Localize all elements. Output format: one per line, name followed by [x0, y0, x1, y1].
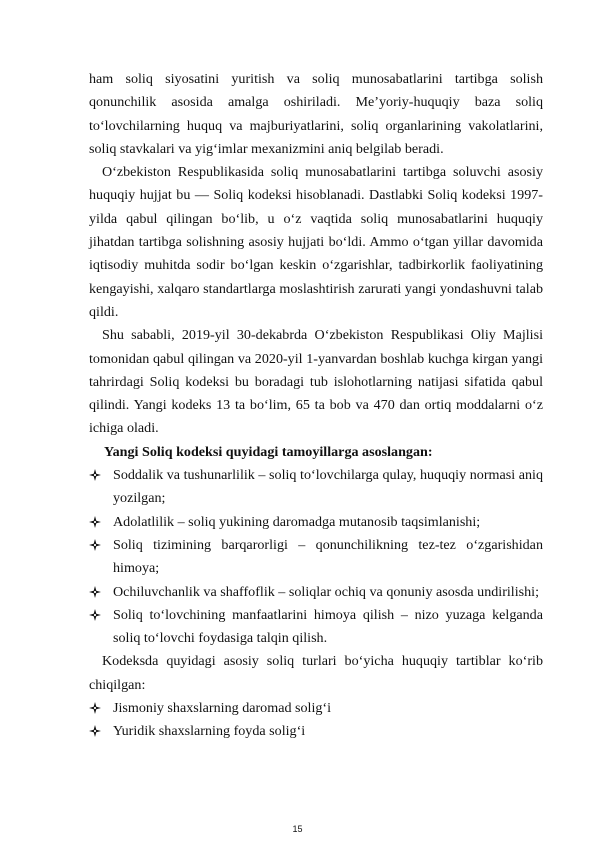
paragraph-3: Shu sababli, 2019-yil 30-dekabrda O‘zbekiston Respublikasi Oliy Majlisi tomonidan qabul qilingan va 2020-yil 1-yanvardan boshlab kuchga kirgan yangi tahrirdagi Soliq kodeksi bu boradagi tub islohotlarning natijasi sifatida qabul qilindi. Yangi kodeks 13 ta bo‘lim, 65 ta bob va 470 dan ortiq moddalarni o‘z ichiga oladi. — [89, 327, 543, 437]
principles-list — [89, 464, 543, 650]
list-item-text: Adolatlilik – soliq yukining daromadga mutanosib taqsimlanishi; — [113, 513, 481, 530]
diamond-four-icon — [89, 725, 101, 737]
tax-types-list — [89, 697, 543, 744]
list-item — [89, 581, 543, 604]
list-item — [89, 604, 543, 651]
list-item — [89, 720, 543, 743]
diamond-four-icon — [89, 469, 101, 481]
section-heading: Yangi Soliq kodeksi quyidagi tamoyillarga asoslangan: — [104, 443, 433, 460]
list-item-text: Ochiluvchanlik va shaffoflik – soliqlar ochiq va qonuniy asosda undirilishi; — [113, 583, 540, 600]
list-item — [89, 464, 543, 511]
list-item-text: Soddalik va tushunarlilik – soliq to‘lovchilarga qulay, huquqiy normasi aniq yozilgan; — [113, 467, 543, 507]
diamond-four-icon — [89, 702, 101, 714]
document-page — [89, 68, 543, 744]
list-item-text: Yuridik shaxslarning foyda solig‘i — [113, 723, 306, 740]
paragraph-1: ham soliq siyosatini yuritish va soliq munosabatlarini tartibga solish qonunchilik asosida amalga oshiriladi. Me’yoriy-huquqiy baza soliq to‘lovchilarning huquq va majburiyatlarini, soliq organlarining vakolatlarini, soliq stavkalari va yig‘imlar mexanizmini aniq belgilab beradi. — [89, 71, 543, 157]
paragraph-2: O‘zbekiston Respublikasida soliq munosabatlarini tartibga soluvchi asosiy huquqiy hujjat bu — Soliq kodeksi hisoblanadi. Dastlabki Soliq kodeksi 1997-yilda qabul qilingan bo‘lib, u o‘z vaqtida soliq munosabatlarini huquqiy jihatdan tartibga solishning asosiy hujjati bo‘ldi. Ammo o‘tgan yillar davomida iqtisodiy muhitda sodir bo‘lgan keskin o‘zgarishlar, tadbirkorlik faoliyatining kengayishi, xalqaro standartlarga moslashtirish zarurati yangi yondashuvni talab qildi. — [89, 164, 543, 320]
page-number: 15 — [292, 824, 303, 834]
list-item-text: Jismoniy shaxslarning daromad solig‘i — [113, 700, 332, 717]
list-item — [89, 511, 543, 534]
list-item — [89, 534, 543, 581]
list-item-text: Soliq tizimining barqarorligi – qonunchilikning tez-tez o‘zgarishidan himoya; — [113, 536, 543, 577]
list-item — [89, 697, 543, 720]
list-item-text: Soliq to‘lovchining manfaatlarini himoya qilish – nizo yuzaga kelganda soliq to‘lovchi foydasiga talqin qilish. — [113, 606, 543, 647]
diamond-four-icon — [89, 609, 101, 621]
diamond-four-icon — [89, 539, 101, 551]
diamond-four-icon — [89, 516, 101, 528]
diamond-four-icon — [89, 586, 101, 598]
paragraph-4: Kodeksda quyidagi asosiy soliq turlari bo‘yicha huquqiy tartiblar ko‘rib chiqilgan: — [89, 653, 543, 693]
